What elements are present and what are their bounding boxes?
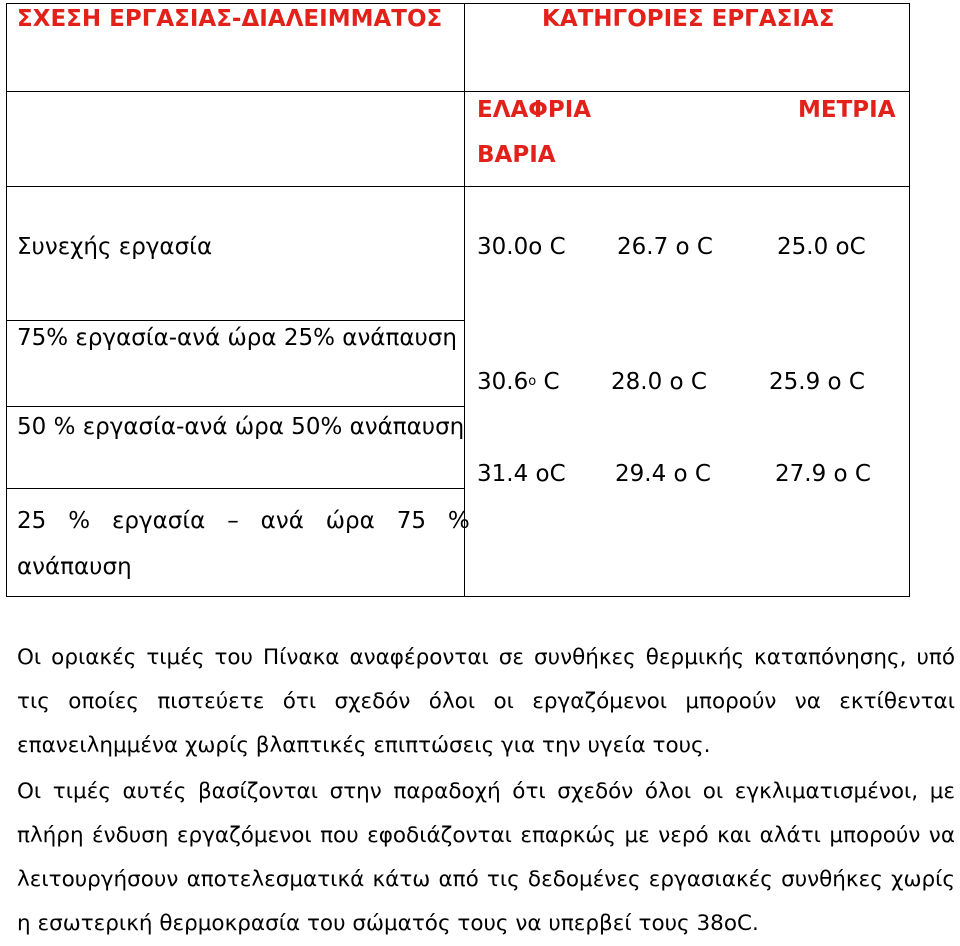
category-medium: ΜΕΤΡΙΑ xyxy=(798,97,896,123)
value-light: 31.4 οC xyxy=(477,461,566,487)
value-medium: 26.7 ο C xyxy=(617,234,713,260)
value-heavy: 27.9 ο C xyxy=(775,461,871,487)
header-work-categories: ΚΑΤΗΓΟΡΙΕΣ ΕΡΓΑΣΙΑΣ xyxy=(542,6,835,32)
header-work-rest: ΣΧΕΣΗ ΕΡΓΑΣΙΑΣ-ΔΙΑΛΕΙΜΜΑΤΟΣ xyxy=(17,6,443,32)
table-border-bottom xyxy=(6,596,910,597)
paragraph-text: Οι τιμές αυτές βασίζονται στην παραδοχή ότι σχεδόν όλοι οι εγκλιματισμένοι, με πλήρη ένδυση εργαζόμενοι που εφοδιάζονται επαρκώς με νερό και αλάτι μπορούν να λειτουργήσουν αποτελεσματικά κάτω από τις δεδομένες εργασιακές συνθήκες χωρίς η εσωτερική θερμοκρασία του σώματός τους να υπερβεί τους 38οC. xyxy=(17,779,955,936)
value-heavy: 25.9 ο C xyxy=(769,369,865,395)
table-row-divider xyxy=(6,488,465,489)
row-label-25-75-cont: ανάπαυση xyxy=(17,554,132,580)
table-border-right xyxy=(909,3,910,597)
value-heavy: 25.0 οC xyxy=(777,234,866,260)
category-heavy: ΒΑΡΙΑ xyxy=(477,142,556,168)
value-light: 30.0ο C xyxy=(477,234,566,260)
table-border-left xyxy=(6,3,7,597)
table-border-top xyxy=(6,3,910,4)
row-label-25-75: 25 % εργασία – ανά ώρα 75 % xyxy=(17,508,470,534)
paragraph-text: Οι οριακές τιμές του Πίνακα αναφέρονται σε συνθήκες θερμικής καταπόνησης, υπό τις οποίες πιστεύετε ότι σχεδόν όλοι οι εργαζόμενοι μπορούν να εκτίθενται επανειλημμένα χωρίς βλαπτικές επιπτώσεις για την υγεία τους. xyxy=(17,645,955,758)
table-row-divider xyxy=(6,406,465,407)
paragraph-limits xyxy=(17,636,955,768)
value-medium: 29.4 ο C xyxy=(615,461,711,487)
row-label-50-50: 50 % εργασία-ανά ώρα 50% ανάπαυση xyxy=(17,414,465,440)
category-light: ΕΛΑΦΡΙΑ xyxy=(477,97,592,123)
table-row-divider xyxy=(6,186,910,187)
table-row-divider xyxy=(6,91,910,92)
paragraph-assumptions xyxy=(17,770,955,946)
value-light: $30.6^o$ C xyxy=(477,369,560,395)
table-row-divider xyxy=(6,320,465,321)
row-label-continuous: Συνεχής εργασία xyxy=(17,234,213,260)
value-medium: 28.0 ο C xyxy=(611,369,707,395)
row-label-75-25: 75% εργασία-ανά ώρα 25% ανάπαυση xyxy=(17,325,457,351)
